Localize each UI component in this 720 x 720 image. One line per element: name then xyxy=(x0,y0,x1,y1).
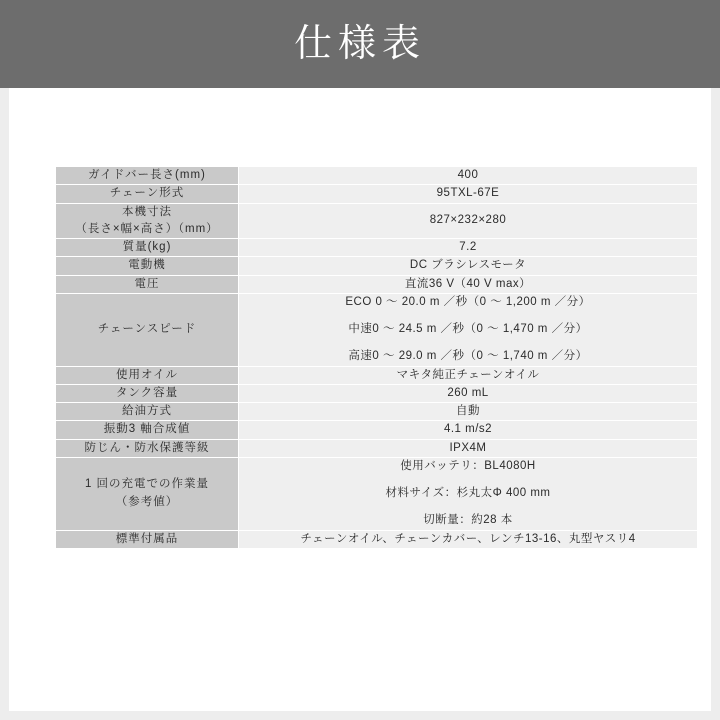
spec-value-cell xyxy=(239,530,698,548)
spec-label-cell xyxy=(56,421,239,439)
spec-label-line: 標準付属品 xyxy=(115,532,179,545)
spec-label-cell xyxy=(56,275,239,293)
table-row xyxy=(56,185,698,203)
spec-value-line: 直流36 V（40 V max） xyxy=(404,277,532,290)
spec-label-cell xyxy=(56,293,239,366)
spec-value-cell xyxy=(239,421,698,439)
spec-label-line: 防じん・防水保護等級 xyxy=(84,441,210,454)
spec-value-cell xyxy=(239,457,698,530)
spec-label-line: 本機寸法 xyxy=(122,205,172,218)
table-row xyxy=(56,366,698,384)
spec-value-line: 高速0 〜 29.0 m ／秒（0 〜 1,740 m ／分） xyxy=(348,350,588,363)
spec-label-cell xyxy=(56,384,239,402)
spec-label-line: チェーン形式 xyxy=(109,187,185,200)
spec-label-cell xyxy=(56,530,239,548)
spec-table-wrapper xyxy=(55,166,698,549)
spec-label-cell xyxy=(56,366,239,384)
spec-label-line: 給油方式 xyxy=(122,405,172,417)
spec-value-line: チェーンオイル、チェーンカバー、レンチ13-16、丸型ヤスリ4 xyxy=(300,532,636,545)
spec-value-line: 材料サイズ：杉丸太Φ 400 mm xyxy=(385,487,551,499)
spec-label-cell xyxy=(56,185,239,203)
page-body xyxy=(0,88,720,720)
spec-value-line: 827×232×280 xyxy=(429,214,507,227)
spec-value-cell xyxy=(239,384,698,402)
spec-label-line: 電圧 xyxy=(134,277,160,290)
spec-label-line: 電動機 xyxy=(128,259,166,272)
table-row xyxy=(56,403,698,421)
spec-value-cell xyxy=(239,167,698,185)
spec-value-cell xyxy=(239,203,698,239)
spec-label-cell xyxy=(56,257,239,275)
spec-label-cell xyxy=(56,457,239,530)
table-row xyxy=(56,293,698,366)
spec-label-cell xyxy=(56,403,239,421)
spec-label-line: 1 回の充電での作業量 xyxy=(84,478,210,491)
spec-label-line: チェーンスピード xyxy=(97,323,197,335)
spec-value-line: 400 xyxy=(457,169,479,181)
spec-label-line: 振動3 軸合成値 xyxy=(103,423,191,436)
spec-label-line: （参考値） xyxy=(115,495,179,508)
spec-value-cell xyxy=(239,257,698,275)
table-row xyxy=(56,439,698,457)
spec-value-line: 7.2 xyxy=(459,241,477,253)
table-row xyxy=(56,384,698,402)
spec-label-line: （長さ×幅×高さ）（mm） xyxy=(75,222,219,235)
spec-value-line: マキタ純正チェーンオイル xyxy=(396,368,540,381)
spec-value-line: IPX4M xyxy=(449,441,487,454)
spec-value-line: DC ブラシレスモータ xyxy=(409,259,527,272)
spec-value-cell xyxy=(239,275,698,293)
spec-value-cell xyxy=(239,239,698,257)
spec-label-line: 質量(kg) xyxy=(122,241,172,253)
spec-value-line: ECO 0 〜 20.0 m ／秒（0 〜 1,200 m ／分） xyxy=(345,295,591,308)
spec-value-line: 自動 xyxy=(456,405,480,417)
table-row xyxy=(56,275,698,293)
spec-value-cell xyxy=(239,185,698,203)
spec-value-line: 中速0 〜 24.5 m ／秒（0 〜 1,470 m ／分） xyxy=(348,323,588,335)
spec-value-line: 使用バッテリ：BL4080H xyxy=(400,459,536,472)
spec-value-line: 4.1 m/s2 xyxy=(443,423,493,436)
spec-value-line: 260 mL xyxy=(447,386,489,399)
table-row xyxy=(56,239,698,257)
spec-label-cell xyxy=(56,239,239,257)
spec-value-line: 切断量：約28 本 xyxy=(423,514,513,527)
page-header xyxy=(0,0,720,88)
spec-label-cell xyxy=(56,439,239,457)
spec-value-cell xyxy=(239,293,698,366)
spec-value-line: 95TXL-67E xyxy=(436,187,500,200)
table-row xyxy=(56,530,698,548)
spec-label-line: 使用オイル xyxy=(116,368,178,381)
table-row xyxy=(56,421,698,439)
table-row xyxy=(56,203,698,239)
table-row xyxy=(56,167,698,185)
page-title: 仕様表 xyxy=(293,23,426,65)
table-row xyxy=(56,257,698,275)
spec-label-line: タンク容量 xyxy=(115,386,179,399)
spec-label-cell xyxy=(56,203,239,239)
spec-table xyxy=(55,166,698,549)
spec-label-line: ガイドバー長さ(mm) xyxy=(88,169,206,181)
spec-value-cell xyxy=(239,366,698,384)
table-row xyxy=(56,457,698,530)
spec-label-cell xyxy=(56,167,239,185)
spec-value-cell xyxy=(239,403,698,421)
spec-value-cell xyxy=(239,439,698,457)
spec-table-body xyxy=(56,167,698,549)
